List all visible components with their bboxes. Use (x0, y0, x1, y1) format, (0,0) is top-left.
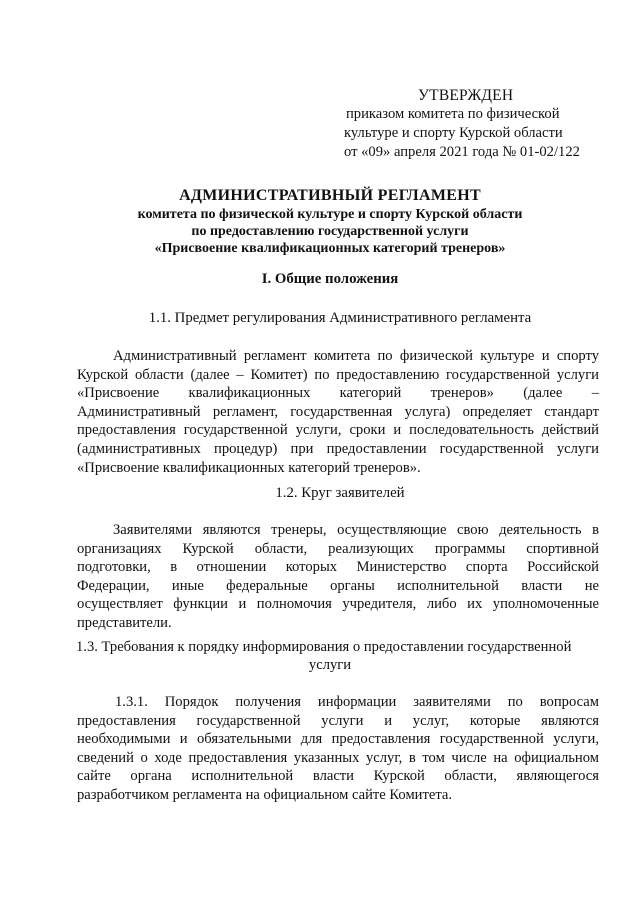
paragraph-line: предоставления государственной услуги, сроки и последовательность действий (77, 422, 599, 439)
approval-line: культуре и спорту Курской области (344, 125, 563, 141)
paragraph-line: разработчиком регламента на официальном сайте Комитета. (77, 786, 453, 803)
subsection-heading: 1.3. Требования к порядку информирования о предоставлении государственной (76, 639, 572, 655)
paragraph-line: Административный регламент комитета по физической культуре и спорту (113, 348, 599, 364)
paragraph-line: Курской области (далее – Комитет) по предоставлению государственной услуги (77, 366, 599, 383)
document-subtitle-line: «Присвоение квалификационных категорий тренеров» (154, 241, 506, 256)
paragraph-1-1 (77, 347, 599, 477)
document-subtitle-line: по предоставлению государственной услуги (191, 224, 469, 239)
paragraph-line: организациях Курской области, реализующих программы спортивной (77, 540, 599, 557)
document-title-block (60, 186, 600, 257)
paragraph-line: Федерации, иные федеральные органы исполнительной власти не (77, 577, 599, 594)
subsection-heading: 1.2. Круг заявителей (275, 485, 405, 501)
paragraph-line: сайте органа исполнительной власти Курской области, являющегося (77, 768, 599, 785)
subsection-heading: 1.1. Предмет регулирования Административного регламента (148, 310, 532, 326)
document-subtitle-line: комитета по физической культуре и спорту Курской области (137, 207, 523, 222)
paragraph-line: осуществляет функции и полномочия учредителя, либо их уполномоченные (77, 596, 599, 613)
paragraph-line: предоставления государственной услуги и услуг, которые являются (77, 712, 599, 729)
paragraph-line: (административных процедур) при предоставлении государственной услуги (77, 440, 599, 457)
paragraph-line: необходимыми и обязательными для предоставления государственной услуги, (77, 731, 599, 748)
paragraph-line: Заявителями являются тренеры, осуществляющие свою деятельность в (113, 522, 599, 538)
approval-heading: УТВЕРЖДЕН (418, 87, 514, 104)
paragraph-line: «Присвоение квалификационных категорий тренеров» (далее – (77, 385, 599, 402)
approval-line: от «09» апреля 2021 года № 01-02/122 (344, 144, 580, 160)
paragraph-line: 1.3.1. Порядок получения информации заявителями по вопросам (115, 694, 599, 710)
paragraph-1-2 (77, 521, 599, 633)
subsection-heading-continued: услуги (308, 657, 352, 673)
approval-line: приказом комитета по физической (346, 106, 560, 122)
approval-block (344, 86, 614, 162)
document-title: АДМИНИСТРАТИВНЫЙ РЕГЛАМЕНТ (179, 187, 481, 204)
section-heading: I. Общие положения (261, 271, 399, 287)
paragraph-line: Административный регламент, государственная услуга) определяет стандарт (77, 403, 599, 420)
paragraph-1-3-1 (77, 693, 599, 805)
paragraph-line: сведений о ходе предоставления указанных услуг, в том числе на официальном (77, 749, 599, 766)
paragraph-line: «Присвоение квалификационных категорий тренеров». (77, 459, 421, 476)
paragraph-line: представители. (77, 614, 172, 631)
paragraph-line: подготовки, в отношении которых Министерство спорта Российской (77, 559, 599, 576)
